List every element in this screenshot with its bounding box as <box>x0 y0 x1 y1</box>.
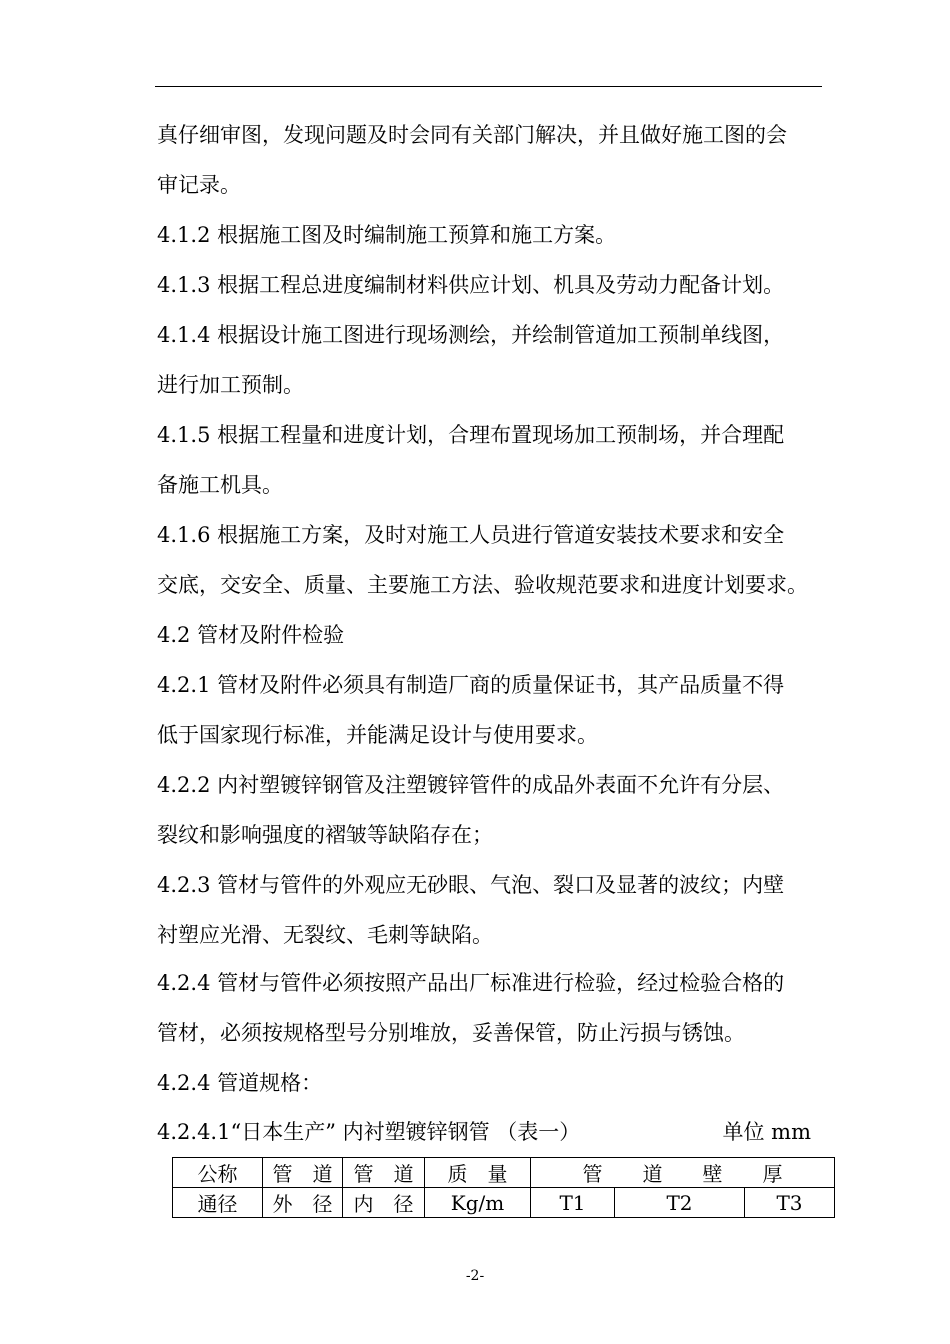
paragraph-line: 衬塑应光滑、无裂纹、毛刺等缺陷。 <box>157 923 493 947</box>
header-outer-diameter: 管 道 <box>263 1158 343 1188</box>
header-mass: 质 量 <box>425 1158 531 1188</box>
table-header-row <box>173 1188 835 1218</box>
paragraph-line: 4.1.2 根据施工图及时编制施工预算和施工方案。 <box>157 223 617 247</box>
paragraph-line: 4.2.4 管材与管件必须按照产品出厂标准进行检验，经过检验合格的 <box>157 971 785 995</box>
header-wall-thickness: 管 道 壁 厚 <box>531 1158 835 1188</box>
pipe-spec-table <box>172 1157 835 1218</box>
table-caption: 4.2.4.1“日本生产” 内衬塑镀锌钢管 （表一） <box>157 1120 581 1144</box>
paragraph-line: 审记录。 <box>157 173 241 197</box>
paragraph-line: 4.2.4 管道规格： <box>157 1071 323 1095</box>
paragraph-line: 4.2.3 管材与管件的外观应无砂眼、气泡、裂口及显著的波纹；内壁 <box>157 873 785 897</box>
paragraph-line: 裂纹和影响强度的褶皱等缺陷存在； <box>157 823 493 847</box>
paragraph-line: 4.1.4 根据设计施工图进行现场测绘，并绘制管道加工预制单线图， <box>157 323 785 347</box>
page-number: -2- <box>465 1268 485 1284</box>
header-rule <box>155 86 822 87</box>
header-nominal-diameter-2: 通径 <box>173 1188 263 1218</box>
paragraph-line: 4.1.3 根据工程总进度编制材料供应计划、机具及劳动力配备计划。 <box>157 273 785 297</box>
header-inner-diameter-2: 内 径 <box>343 1188 425 1218</box>
paragraph-line: 4.1.6 根据施工方案，及时对施工人员进行管道安装技术要求和安全 <box>157 523 785 547</box>
header-outer-diameter-2: 外 径 <box>263 1188 343 1218</box>
paragraph-line: 4.1.5 根据工程量和进度计划，合理布置现场加工预制场，并合理配 <box>157 423 785 447</box>
paragraph-line: 4.2.2 内衬塑镀锌钢管及注塑镀锌管件的成品外表面不允许有分层、 <box>157 773 785 797</box>
header-mass-unit: Kg/m <box>425 1188 531 1218</box>
paragraph-line: 交底，交安全、质量、主要施工方法、验收规范要求和进度计划要求。 <box>157 573 808 597</box>
paragraph-line: 低于国家现行标准，并能满足设计与使用要求。 <box>157 723 598 747</box>
table-header-row <box>173 1158 835 1188</box>
header-nominal-diameter: 公称 <box>173 1158 263 1188</box>
paragraph-line: 4.2.1 管材及附件必须具有制造厂商的质量保证书，其产品质量不得 <box>157 673 785 697</box>
unit-label: 单位 mm <box>722 1120 811 1144</box>
paragraph-line: 备施工机具。 <box>157 473 283 497</box>
header-inner-diameter: 管 道 <box>343 1158 425 1188</box>
paragraph-line: 管材，必须按规格型号分别堆放，妥善保管，防止污损与锈蚀。 <box>157 1021 745 1045</box>
paragraph-line: 真仔细审图，发现问题及时会同有关部门解决，并且做好施工图的会 <box>157 123 787 147</box>
header-t1: T1 <box>531 1188 615 1218</box>
paragraph-line: 进行加工预制。 <box>157 373 304 397</box>
section-heading: 4.2 管材及附件检验 <box>157 623 345 647</box>
header-t2: T2 <box>615 1188 745 1218</box>
table-caption-row <box>157 1118 817 1146</box>
header-t3: T3 <box>745 1188 835 1218</box>
